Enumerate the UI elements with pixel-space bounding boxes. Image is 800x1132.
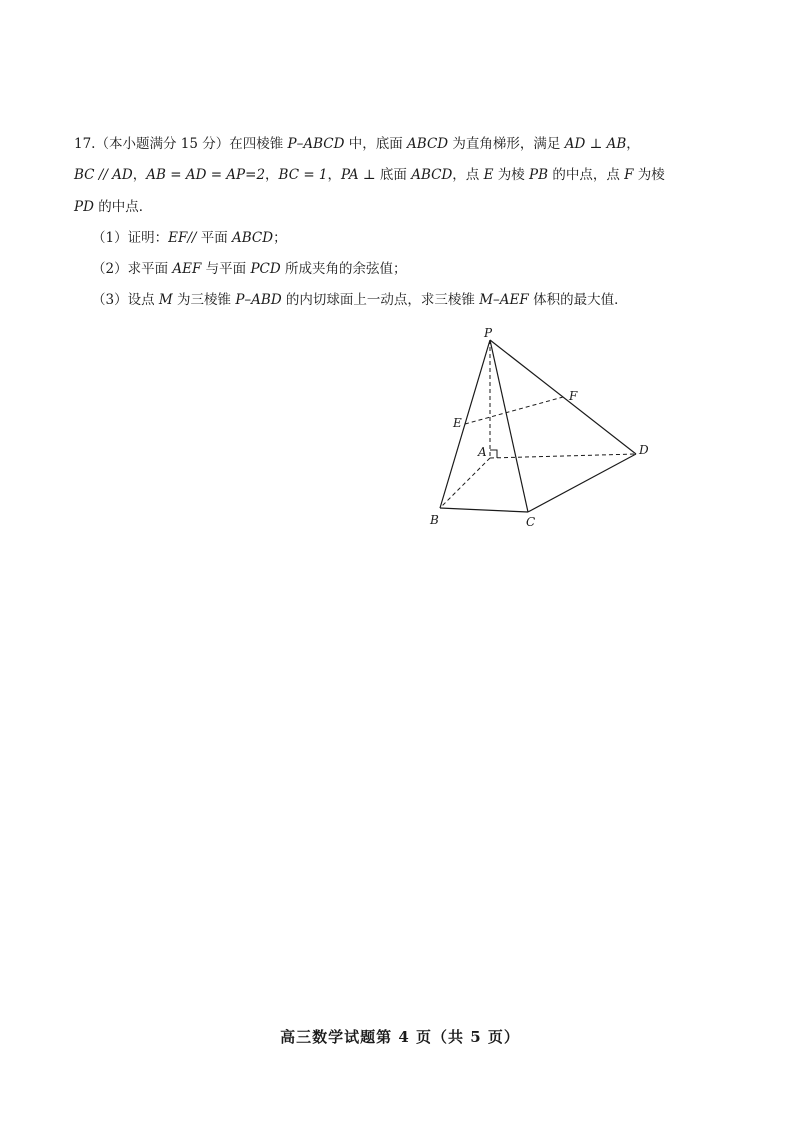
- text: 体积的最大值．: [528, 292, 628, 308]
- vertex-label-C: C: [526, 515, 536, 529]
- math: PB: [529, 167, 549, 183]
- math: BC // AD: [74, 167, 133, 183]
- part-2: [92, 259, 407, 279]
- text: 为直角梯形，满足: [448, 136, 565, 152]
- text: 17.（本小题满分 15 分）在四棱锥: [74, 136, 288, 152]
- text: （2）求平面: [92, 261, 173, 277]
- text: 平面: [196, 230, 233, 246]
- math: F: [624, 167, 634, 183]
- text: 的内切球面上一动点，求三棱锥: [281, 292, 480, 308]
- page-footer: 高三数学试题第 4 页（共 5 页）: [280, 1028, 520, 1046]
- math: AB = AD = AP=2: [146, 167, 266, 183]
- text: ，: [327, 167, 342, 183]
- math: E: [483, 167, 494, 183]
- problem-line-1: [74, 134, 640, 154]
- math: ABCD: [407, 136, 449, 152]
- segment-EF: [465, 397, 563, 424]
- text: 的中点，点: [548, 167, 625, 183]
- part-1: [92, 228, 287, 248]
- edge-AD: [490, 454, 636, 458]
- math: EF//: [168, 230, 197, 246]
- text: 的中点．: [93, 199, 153, 215]
- text: ，: [626, 136, 640, 152]
- math: PA ⊥: [341, 167, 376, 183]
- right-angle-mark: [490, 450, 497, 458]
- point-label-F: F: [569, 389, 578, 403]
- text: 为三棱锥: [172, 292, 236, 308]
- vertex-label-B: B: [430, 513, 439, 527]
- text: 底面: [375, 167, 412, 183]
- text: ，点: [452, 167, 484, 183]
- math: AEF: [172, 261, 202, 277]
- math: PD: [74, 199, 94, 215]
- math: ABCD: [411, 167, 453, 183]
- edge-CD: [528, 454, 636, 512]
- text: 所成夹角的余弦值；: [280, 261, 407, 277]
- text: 与平面: [201, 261, 251, 277]
- problem-line-3: [74, 197, 152, 217]
- math: ABCD: [232, 230, 274, 246]
- edge-BC: [440, 508, 528, 512]
- problem-line-2: [74, 165, 665, 185]
- text: ；: [273, 230, 287, 246]
- math: P–ABCD: [287, 136, 345, 152]
- text: 中，底面: [344, 136, 408, 152]
- text: （1）证明：: [92, 230, 169, 246]
- pyramid-figure: [420, 322, 660, 534]
- vertex-label-D: D: [639, 443, 649, 457]
- text: （3）设点: [92, 292, 159, 308]
- math: M–AEF: [479, 292, 529, 308]
- math: P–ABD: [235, 292, 282, 308]
- point-label-E: E: [453, 416, 462, 430]
- text: 为棱: [633, 167, 665, 183]
- vertex-label-P: P: [484, 326, 493, 340]
- math: M: [158, 292, 173, 308]
- text: 为棱: [493, 167, 530, 183]
- text: ，: [132, 167, 147, 183]
- math: BC = 1: [278, 167, 328, 183]
- part-3: [92, 290, 628, 310]
- math: AD ⊥ AB: [564, 136, 627, 152]
- vertex-label-A: A: [478, 445, 487, 459]
- math: PCD: [250, 261, 281, 277]
- text: ，: [265, 167, 279, 183]
